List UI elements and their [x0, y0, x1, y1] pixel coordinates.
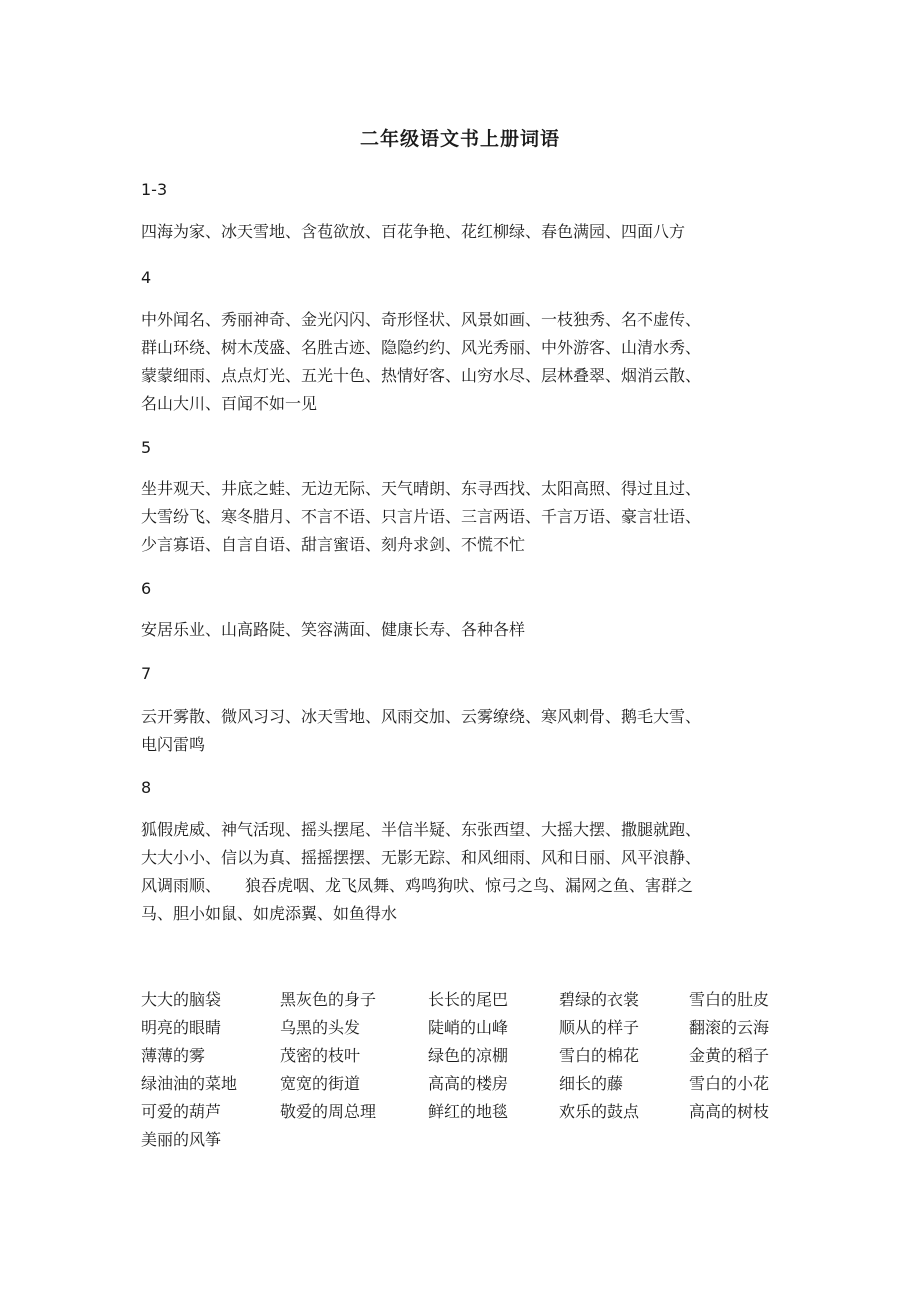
word-line: 四海为家、冰天雪地、含苞欲放、百花争艳、花红柳绿、春色满园、四面八方 — [141, 222, 686, 241]
section-words-1-3 — [141, 218, 786, 246]
phrase-cell: 雪白的棉花 — [559, 1046, 640, 1065]
phrase-cell: 顺从的样子 — [559, 1018, 640, 1037]
phrase-cell: 细长的藤 — [559, 1074, 624, 1093]
phrase-cell: 翻滚的云海 — [689, 1018, 770, 1037]
section-words-4 — [141, 306, 786, 418]
word-line: 狐假虎威、神气活现、摇头摆尾、半信半疑、东张西望、大摇大摆、撒腿就跑、 — [141, 820, 702, 839]
page-title: 二年级语文书上册词语 — [359, 128, 560, 150]
phrase-cell: 碧绿的衣裳 — [559, 990, 640, 1009]
word-line: 群山环绕、树木茂盛、名胜古迹、隐隐约约、风光秀丽、中外游客、山清水秀、 — [141, 338, 702, 357]
section-words-6 — [141, 616, 786, 644]
word-line: 大大小小、信以为真、摇摇摆摆、无影无踪、和风细雨、风和日丽、风平浪静、 — [141, 848, 702, 867]
section-label-5: 5 — [141, 438, 152, 457]
section-label-1-3: 1-3 — [141, 180, 168, 199]
phrase-cell: 美丽的风筝 — [141, 1130, 222, 1149]
word-line: 电闪雷鸣 — [141, 735, 206, 754]
section-label-8: 8 — [141, 778, 152, 797]
word-line: 云开雾散、微风习习、冰天雪地、风雨交加、云雾缭绕、寒风刺骨、鹅毛大雪、 — [141, 707, 702, 726]
phrase-cell: 高高的树枝 — [689, 1102, 770, 1121]
phrase-cell: 雪白的肚皮 — [689, 990, 770, 1009]
word-line: 风调雨顺、 狼吞虎咽、龙飞凤舞、鸡鸣狗吠、惊弓之鸟、漏网之鱼、害群之 — [141, 876, 694, 895]
phrase-cell: 绿色的凉棚 — [428, 1046, 509, 1065]
phrase-cell: 可爱的葫芦 — [141, 1102, 222, 1121]
section-label-4: 4 — [141, 268, 152, 287]
word-line: 蒙蒙细雨、点点灯光、五光十色、热情好客、山穷水尽、层林叠翠、烟消云散、 — [141, 366, 702, 385]
phrase-cell: 黑灰色的身子 — [280, 990, 377, 1009]
word-line: 坐井观天、井底之蛙、无边无际、天气晴朗、东寻西找、太阳高照、得过且过、 — [141, 479, 702, 498]
phrase-cell: 雪白的小花 — [689, 1074, 770, 1093]
word-line: 中外闻名、秀丽神奇、金光闪闪、奇形怪状、风景如画、一枝独秀、名不虚传、 — [141, 310, 702, 329]
section-words-5 — [141, 475, 786, 559]
phrase-cell: 金黄的稻子 — [689, 1046, 770, 1065]
word-line: 马、胆小如鼠、如虎添翼、如鱼得水 — [141, 904, 398, 923]
phrase-cell: 茂密的枝叶 — [280, 1046, 361, 1065]
phrase-cell: 陡峭的山峰 — [428, 1018, 509, 1037]
section-label-7: 7 — [141, 664, 152, 683]
phrase-cell: 大大的脑袋 — [141, 990, 222, 1009]
phrase-cell: 宽宽的街道 — [280, 1074, 361, 1093]
phrase-cell: 欢乐的鼓点 — [559, 1102, 640, 1121]
word-line: 名山大川、百闻不如一见 — [141, 394, 318, 413]
section-label-6: 6 — [141, 579, 152, 598]
phrase-cell: 明亮的眼睛 — [141, 1018, 222, 1037]
phrase-cell: 敬爱的周总理 — [280, 1102, 377, 1121]
phrase-cell: 绿油油的菜地 — [141, 1074, 238, 1093]
phrase-cell: 鲜红的地毯 — [428, 1102, 509, 1121]
phrase-cell: 乌黑的头发 — [280, 1018, 361, 1037]
word-line: 安居乐业、山高路陡、笑容满面、健康长寿、各种各样 — [141, 620, 526, 639]
word-line: 少言寡语、自言自语、甜言蜜语、刻舟求剑、不慌不忙 — [141, 535, 526, 554]
section-words-7 — [141, 703, 786, 759]
phrase-cell: 长长的尾巴 — [428, 990, 509, 1009]
phrase-cell: 薄薄的雾 — [141, 1046, 206, 1065]
section-words-8 — [141, 816, 786, 928]
word-line: 大雪纷飞、寒冬腊月、不言不语、只言片语、三言两语、千言万语、豪言壮语、 — [141, 507, 702, 526]
phrase-cell: 高高的楼房 — [428, 1074, 509, 1093]
